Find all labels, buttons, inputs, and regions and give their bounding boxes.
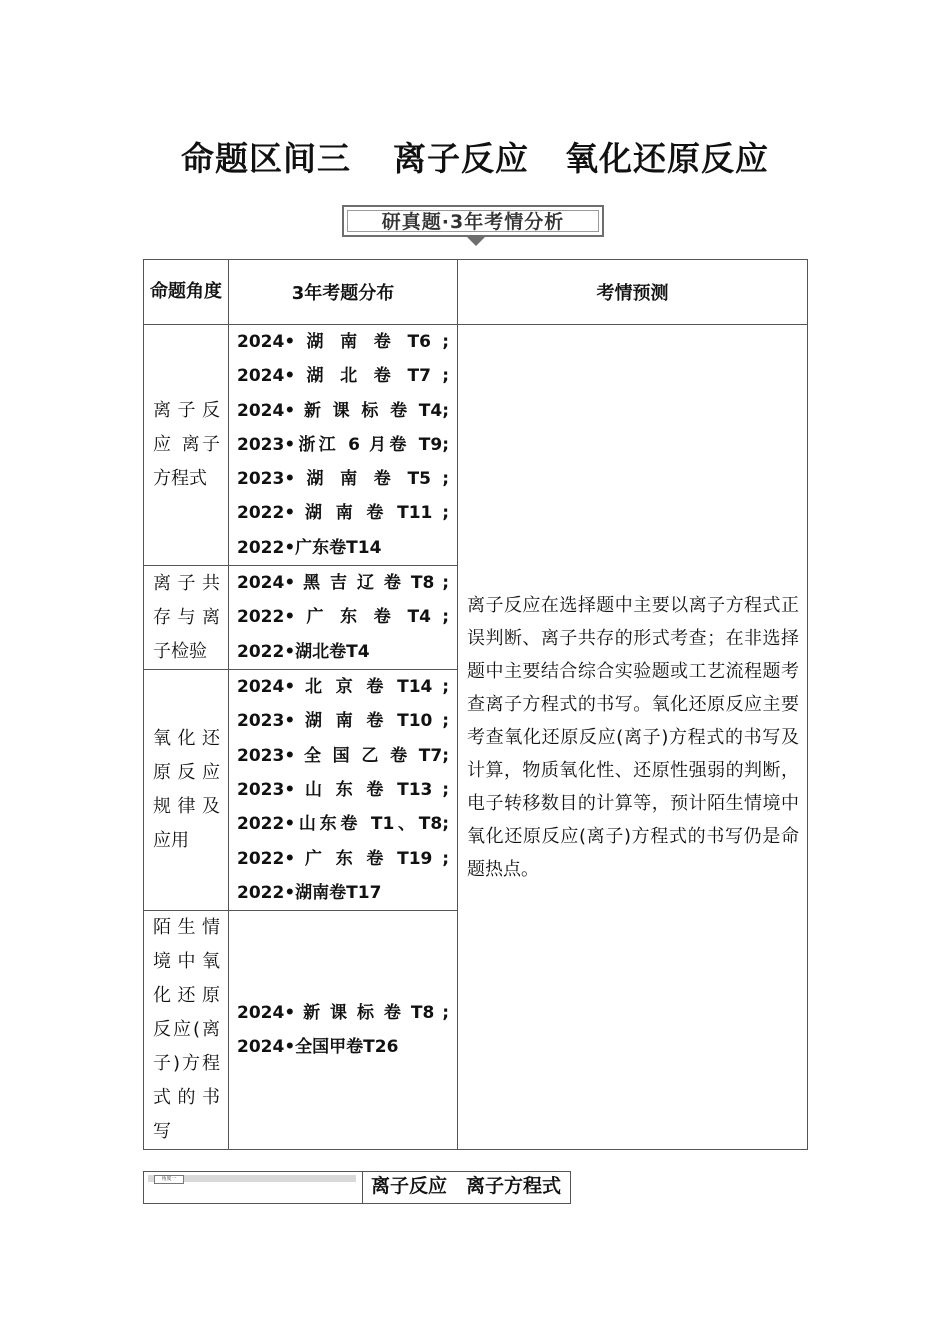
exam-item: 2023• 全 国 乙 卷 T7; [237, 745, 449, 766]
page-title [0, 133, 950, 180]
exam-item: 2023• 湖 南 卷 T5 ; [237, 469, 449, 490]
prediction-cell: 离子反应在选择题中主要以离子方程式正误判断、离子共存的形式考查；在非选择题中主要结合综合实验题或工艺流程题考查离子方程式的书写。氧化还原反应主要考查氧化还原反应(离子)方程式的书写及计算，物质氧化性、还原性强弱的判断，电子转移数目的计算等，预计陌生情境中氧化还原反应(离子)方程式的书写仍是命题热点。 [458, 325, 808, 1150]
exam-item: 2022• 湖 南 卷 T11 ; [237, 503, 449, 524]
exam-item: 2022•山东卷 T1、T8; [237, 814, 449, 835]
exam-item: 2022•湖南卷T17 [237, 882, 382, 903]
table-row [144, 325, 808, 566]
exam-list [229, 670, 458, 911]
exam-list [229, 911, 458, 1150]
exam-item: 2024•全国甲卷T26 [237, 1037, 399, 1058]
header-angle: 命题角度 [144, 260, 229, 325]
exam-item: 2023• 湖 南 卷 T10 ; [237, 711, 449, 732]
exam-item: 2022•湖北卷T4 [237, 641, 370, 662]
exam-item: 2024• 湖 北 卷 T7 ; [237, 366, 449, 387]
angle-cell: 离子共存与离子检验 [144, 566, 229, 670]
subsection-header [143, 1171, 571, 1204]
exam-analysis-table [143, 259, 808, 1150]
exam-item: 2022•广东卷T14 [237, 537, 382, 558]
angle-cell: 氧化还原反应规律及应用 [144, 670, 229, 911]
exam-item: 2022• 广 东 卷 T19 ; [237, 848, 449, 869]
subsection-tag: 角度一 [154, 1175, 184, 1184]
exam-list [229, 566, 458, 670]
exam-item: 2023• 山 东 卷 T13 ; [237, 779, 449, 800]
title-part-1: 命题区间三 [181, 139, 351, 178]
exam-item: 2022• 广 东 卷 T4 ; [237, 607, 449, 628]
section-badge [342, 205, 604, 237]
table-header-row [144, 260, 808, 325]
header-prediction: 考情预测 [458, 260, 808, 325]
badge-pointer [467, 237, 485, 246]
exam-item: 2024• 新 课 标 卷 T8 ; [237, 1002, 449, 1023]
exam-item: 2024• 黑 吉 辽 卷 T8 ; [237, 573, 449, 594]
title-part-2: 离子反应 [393, 139, 529, 178]
exam-item: 2024• 北 京 卷 T14 ; [237, 677, 449, 698]
angle-cell: 陌生情境中氧化还原反应(离子)方程式的书写 [144, 911, 229, 1150]
section-badge-label: 研真题·3年考情分析 [347, 210, 599, 232]
angle-cell: 离子反应 离子方程式 [144, 325, 229, 566]
subsection-label-area [144, 1172, 363, 1203]
exam-item: 2024• 新 课 标 卷 T4; [237, 400, 449, 421]
subsection-title: 离子反应 离子方程式 [371, 1175, 562, 1197]
exam-item: 2024• 湖 南 卷 T6 ; [237, 332, 449, 352]
header-distribution: 3年考题分布 [229, 260, 458, 325]
title-part-3: 氧化还原反应 [565, 139, 769, 178]
exam-item: 2023•浙江 6 月卷 T9; [237, 434, 449, 455]
exam-list [229, 325, 458, 566]
